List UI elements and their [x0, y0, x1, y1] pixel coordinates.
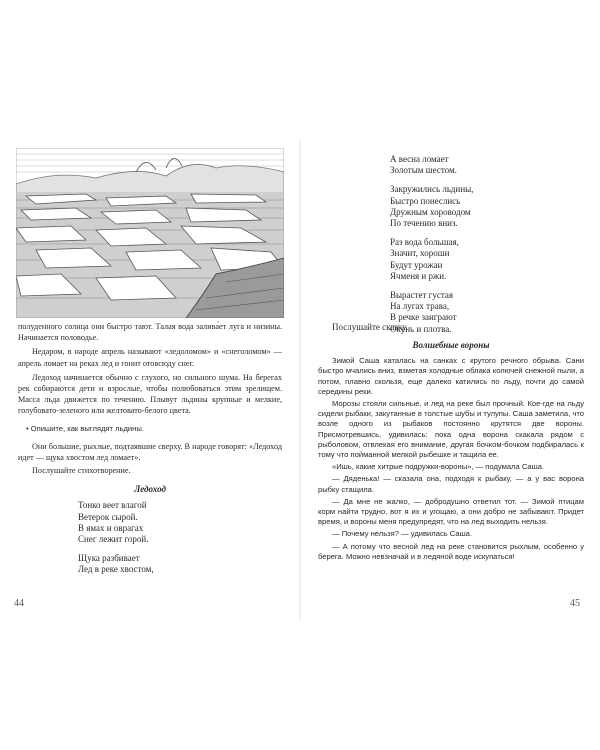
poem-stanza-4 — [390, 184, 580, 229]
poem-line: Ячменя и ржи. — [390, 270, 447, 281]
poem-line: Лед в реке хвостом, — [78, 564, 154, 575]
story-paragraph-2: Морозы стояли сильные, и лед на реке был прочный. Кое-где на льду сидели рыбаки, закутанные в толстые шубы и тулупы. Саша заметила, что возле одного из рыбаков постоянно крутятся две вороны. Присмотревшись, удивилась: пока одна ворона скакала рядом с рыболовом, отвлекая его внимание, другая бочком-бочком подбиралась к тому что пойманной мелкой рыбешке и тащила ее. — [318, 399, 584, 460]
story-paragraph-6: — Почему нельзя? — удивилась Саша. — [332, 529, 473, 539]
poem-line: Окунь и плотва. — [390, 323, 452, 334]
poem-line: В ямах и оврагах — [78, 522, 144, 533]
story-paragraph-3: «Ишь, какие хитрые подружки-вороны», — подумала Саша. — [332, 462, 545, 472]
left-text-block — [18, 321, 282, 576]
ice-drift-illustration — [16, 148, 284, 318]
paragraph-listen-story: Послушайте сказку. — [332, 322, 409, 332]
poem-title: Ледоход — [134, 484, 166, 495]
paragraph-april: Недаром, в народе апрель называют «ледоломом» и «снеголомом» — апрель ломает на реках лед и гонит отовсюду снег. — [18, 347, 282, 368]
page-number-right: 45 — [570, 598, 580, 609]
right-text-block — [318, 322, 584, 562]
poem-line: А весна ломает — [390, 154, 449, 164]
paragraph-proverb: Они большие, рыхлые, подтаявшие сверху. В народе говорят: «Ледоход идет — щука хвостом лед ломает». — [18, 441, 282, 463]
right-page — [300, 0, 600, 750]
poem-line: В речке заиграют — [390, 312, 457, 323]
poem-line: Быстро понеслись — [390, 195, 461, 206]
paragraph-listen-poem: Послушайте стихотворение. — [32, 466, 131, 476]
poem-line: На лугах трава, — [390, 301, 450, 312]
poem-stanza-5 — [390, 237, 580, 282]
poem-line: Раз вода большая, — [390, 237, 459, 248]
story-title: Волшебные вороны — [412, 340, 490, 351]
task-describe-floes: • Опишите, как выглядят льдины. — [26, 423, 144, 433]
story-paragraph-1: Зимой Саша каталась на санках с крутого речного обрыва. Сани быстро мчались вниз, взметая холодные облака колючей снежной пыли, а потом, плавно скользя, еще далеко катились по льду, почти до самой середины реки. — [318, 356, 584, 396]
paragraph-ice-drift: Ледоход начинается обычно с глухого, но сильного шума. На берегах рек собираются дети и взрослые, чтобы полюбоваться этим зрелищем. Масса льда движется по течению. Плывут льдины крупные и мелкие, голубовато-зеленого или желтовато-белого цвета. — [18, 372, 282, 416]
story-paragraph-4: — Дяденька! — сказала она, подходя к рыбаку, — а у вас ворона рыбку стащила. — [318, 474, 584, 494]
poem-stanza-2 — [78, 553, 282, 575]
poem-line: Дружным хороводом — [390, 206, 471, 217]
poem-line: Снег лежит горой. — [78, 534, 149, 545]
poem-line: Тонко веет влагой — [78, 500, 147, 511]
poem-line: По течению вниз. — [390, 218, 458, 229]
poem-line: Ветерок сырой. — [78, 511, 138, 522]
poem-line: Золотым шестом. — [390, 165, 457, 176]
poem-line: Вырастет густая — [390, 290, 454, 301]
poem-line: Закружились льдины, — [390, 184, 474, 195]
poem-body-left — [18, 500, 282, 575]
poem-body-right — [390, 154, 580, 335]
page-number-left: 44 — [14, 598, 24, 609]
poem-line: Значит, хороши — [390, 248, 450, 259]
story-paragraph-5: — Да мне не жалко, — добродушно ответил тот. — Зимой птицам корм найти трудно, вот я их и угощаю, а они добро не забывают. Придет время, и вороны меня предупредят, что на лед выходить нельзя. — [318, 496, 584, 527]
poem-line: Щука разбивает — [78, 553, 140, 564]
poem-stanza-3 — [390, 154, 580, 176]
poem-stanza-1 — [78, 500, 282, 545]
poem-line: Будут урожаи — [390, 259, 443, 270]
story-paragraph-7: — А потому что весной лед на реке становится рыхлым, особенно у берега. Можно невзначай и в ледяной воде искупаться! — [318, 541, 584, 561]
paragraph-thaw: полуденного солнца они быстро тают. Талая вода залива́ет луга и низины. Начинается половодье. — [18, 322, 282, 343]
